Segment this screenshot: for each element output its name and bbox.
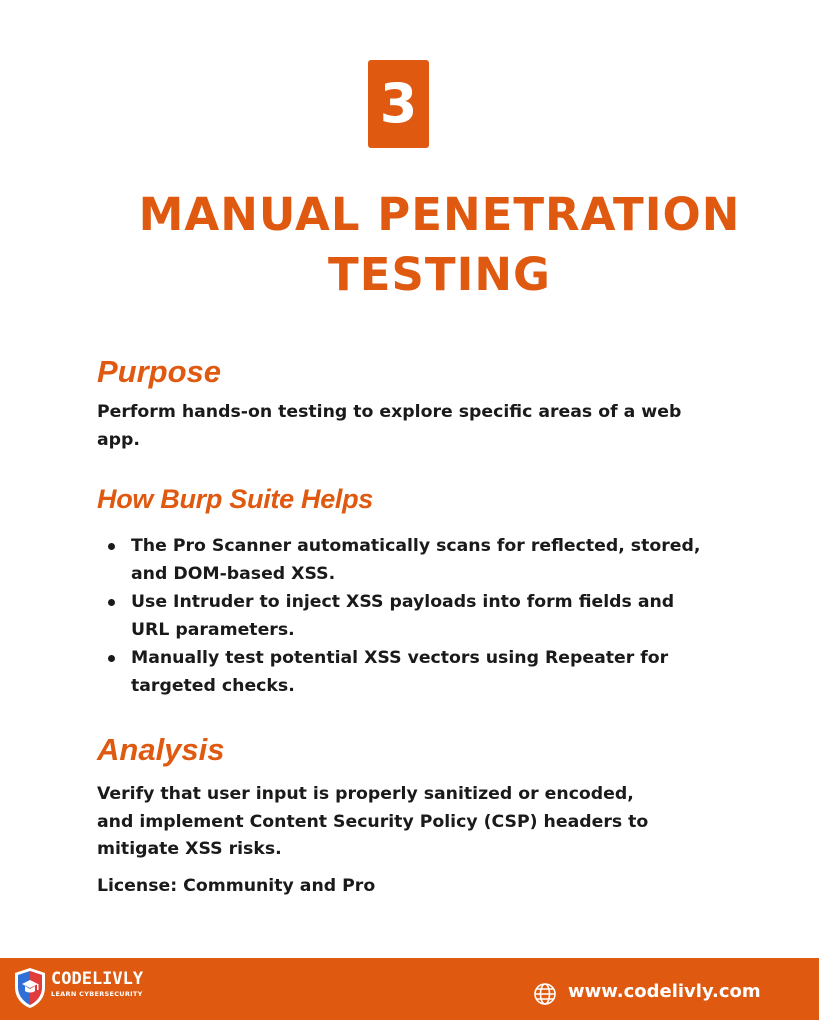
step-number-badge: 3	[368, 60, 429, 148]
analysis-heading: Analysis	[97, 732, 225, 767]
purpose-heading: Purpose	[97, 354, 222, 389]
page-title-line-1: MANUAL PENETRATION	[138, 188, 741, 241]
brand-name: CODELIVLY	[51, 969, 144, 989]
bullet-icon	[108, 655, 115, 662]
codelivly-shield-logo-icon	[13, 967, 47, 1009]
list-item	[106, 588, 706, 644]
page-title-line-2: TESTING	[328, 248, 551, 301]
list-item-text: Manually test potential XSS vectors using Repeater for targeted checks.	[131, 648, 669, 696]
how-burp-helps-heading: How Burp Suite Helps	[97, 484, 374, 514]
list-item	[106, 532, 706, 588]
bullet-icon	[108, 543, 115, 550]
analysis-text: Verify that user input is properly sanitized or encoded, and implement Content Security Policy (CSP) headers to mitigate XSS risks.	[97, 784, 649, 859]
bullet-icon	[108, 599, 115, 606]
footer-bar	[0, 958, 819, 1020]
page-title	[0, 185, 819, 305]
purpose-text: Perform hands-on testing to explore specific areas of a web app.	[97, 402, 682, 450]
list-item-text: The Pro Scanner automatically scans for reflected, stored, and DOM-based XSS.	[131, 536, 701, 584]
list-item-text: Use Intruder to inject XSS payloads into form fields and URL parameters.	[131, 592, 675, 640]
list-item	[106, 644, 706, 700]
license-text: License: Community and Pro	[97, 876, 376, 896]
website-link[interactable]: www.codelivly.com	[568, 981, 761, 1002]
how-burp-helps-list	[106, 532, 706, 700]
brand-tagline: LEARN CYBERSECURITY	[51, 990, 143, 998]
globe-icon	[533, 982, 557, 1006]
